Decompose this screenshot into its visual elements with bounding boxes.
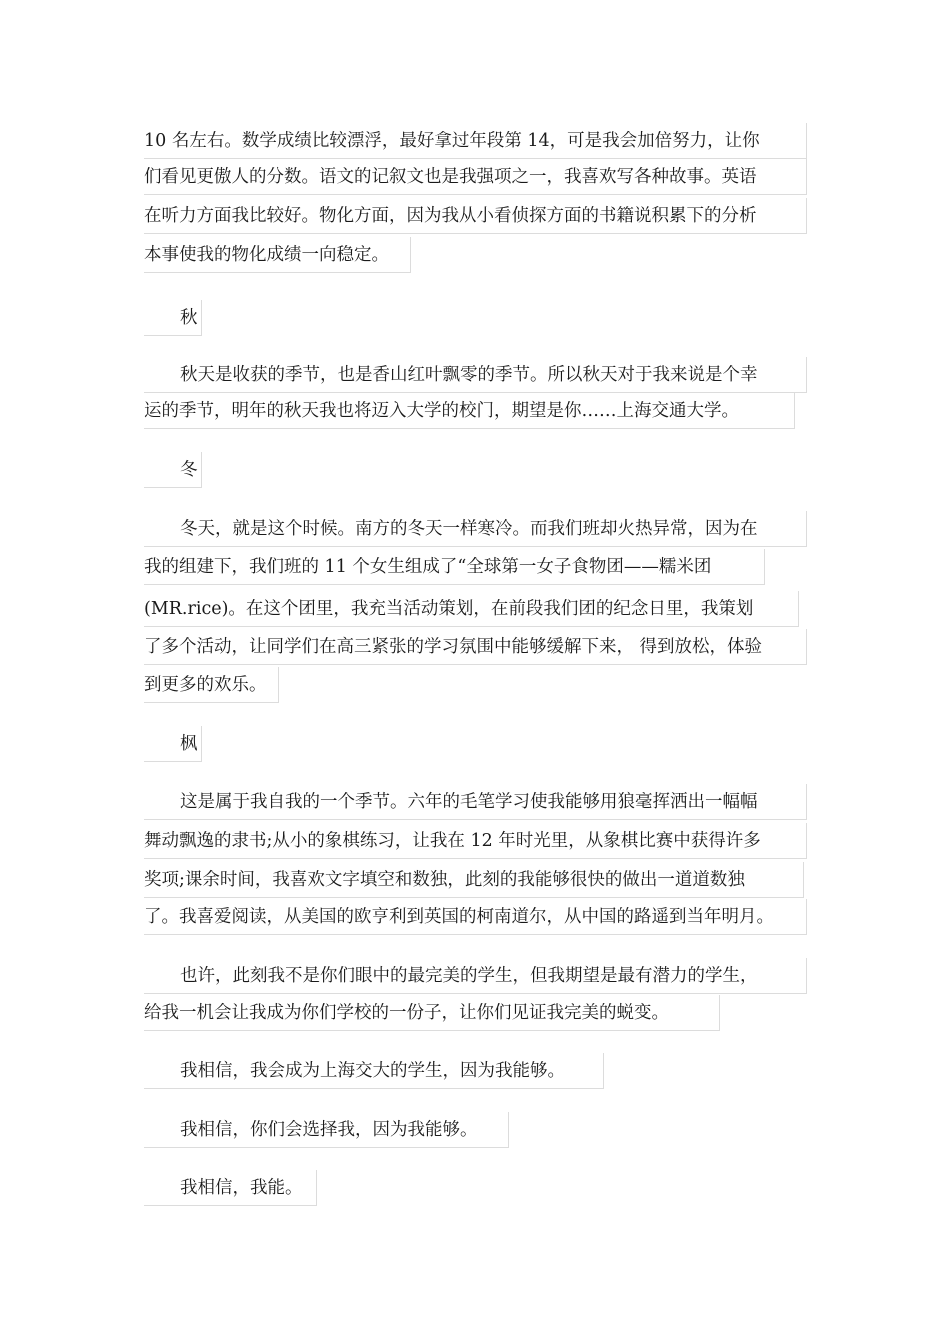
text-line: 给我一机会让我成为你们学校的一份子，让你们见证我完美的蜕变。 xyxy=(144,995,720,1031)
text-line: 秋天是收获的季节，也是香山红叶飘零的季节。所以秋天对于我来说是个幸 xyxy=(144,357,807,393)
text-line: 我相信，你们会选择我，因为我能够。 xyxy=(144,1112,509,1148)
text-line: 本事使我的物化成绩一向稳定。 xyxy=(144,237,411,273)
text-line: 了多个活动，让同学们在高三紧张的学习氛围中能够缓解下来， 得到放松，体验 xyxy=(144,629,807,665)
text-line: 我相信，我会成为上海交大的学生，因为我能够。 xyxy=(144,1053,604,1089)
text-line: 也许，此刻我不是你们眼中的最完美的学生，但我期望是最有潜力的学生， xyxy=(144,958,807,994)
text-line: (MR.rice)。在这个团里，我充当活动策划，在前段我们团的纪念日里，我策划 xyxy=(144,591,799,627)
text-line: 这是属于我自我的一个季节。六年的毛笔学习使我能够用狼毫挥洒出一幅幅 xyxy=(144,784,807,820)
text-line: 们看见更傲人的分数。语文的记叙文也是我强项之一，我喜欢写各种故事。英语 xyxy=(144,159,807,195)
text-line: 舞动飘逸的隶书;从小的象棋练习，让我在 12 年时光里，从象棋比赛中获得许多 xyxy=(144,823,807,859)
text-line: 我的组建下，我们班的 11 个女生组成了“全球第一女子食物团——糯米团 xyxy=(144,549,765,585)
text-line: 10 名左右。数学成绩比较漂浮，最好拿过年段第 14，可是我会加倍努力，让你 xyxy=(144,123,807,159)
text-line: 到更多的欢乐。 xyxy=(144,667,279,703)
text-line: 冬天，就是这个时候。南方的冬天一样寒冷。而我们班却火热异常，因为在 xyxy=(144,511,807,547)
text-line: 了。我喜爱阅读，从美国的欧亨利到英国的柯南道尔，从中国的路遥到当年明月。 xyxy=(144,899,807,935)
text-line: 奖项;课余时间，我喜欢文字填空和数独，此刻的我能够很快的做出一道道数独 xyxy=(144,862,804,898)
text-line: 在听力方面我比较好。物化方面，因为我从小看侦探方面的书籍说积累下的分析 xyxy=(144,198,807,234)
text-line: 运的季节，明年的秋天我也将迈入大学的校门，期望是你……上海交通大学。 xyxy=(144,393,795,429)
text-line: 我相信，我能。 xyxy=(144,1170,317,1206)
section-heading-maple: 枫 xyxy=(144,726,202,762)
section-heading-autumn: 秋 xyxy=(144,300,202,336)
section-heading-winter: 冬 xyxy=(144,452,202,488)
